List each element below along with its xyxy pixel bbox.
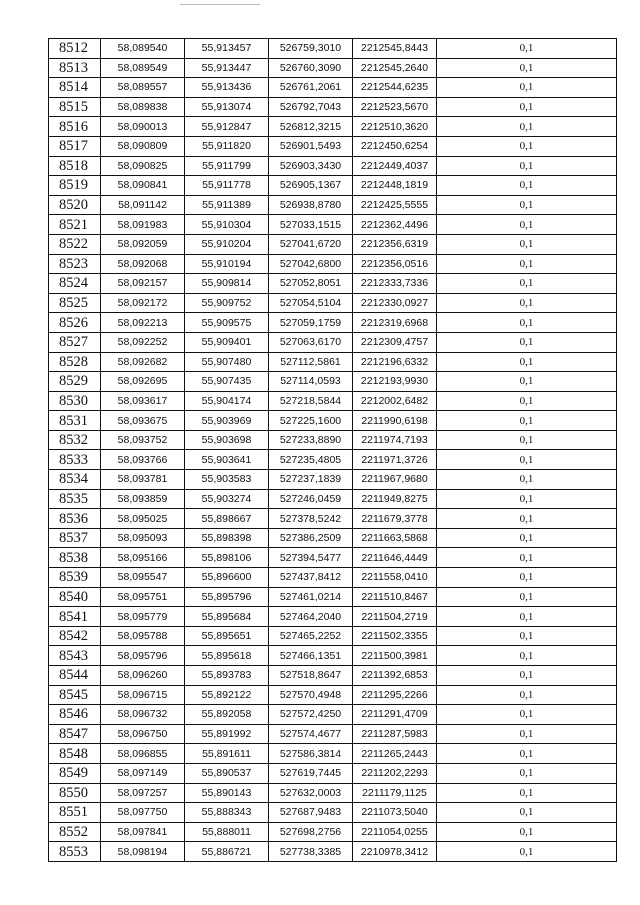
accuracy-cell: 0,1 [437, 332, 617, 352]
latitude-cell: 58,091983 [101, 215, 185, 235]
y-coordinate-cell: 2211392,6853 [353, 666, 437, 686]
x-coordinate-cell: 527386,2509 [269, 528, 353, 548]
y-coordinate-cell: 2211510,8467 [353, 587, 437, 607]
table-row [49, 254, 617, 274]
accuracy-cell: 0,1 [437, 274, 617, 294]
x-coordinate-cell: 527518,8647 [269, 666, 353, 686]
y-coordinate-cell: 2211287,5983 [353, 724, 437, 744]
x-coordinate-cell: 527054,5104 [269, 293, 353, 313]
longitude-cell: 55,886721 [185, 842, 269, 862]
x-coordinate-cell: 527586,3814 [269, 744, 353, 764]
longitude-cell: 55,903583 [185, 470, 269, 490]
longitude-cell: 55,890143 [185, 783, 269, 803]
accuracy-cell: 0,1 [437, 568, 617, 588]
accuracy-cell: 0,1 [437, 411, 617, 431]
point-number-cell: 8512 [49, 39, 101, 59]
accuracy-cell: 0,1 [437, 607, 617, 627]
table-row [49, 685, 617, 705]
accuracy-cell: 0,1 [437, 528, 617, 548]
point-number-cell: 8525 [49, 293, 101, 313]
table-row [49, 822, 617, 842]
x-coordinate-cell: 527465,2252 [269, 626, 353, 646]
x-coordinate-cell: 527246,0459 [269, 489, 353, 509]
y-coordinate-cell: 2211502,3355 [353, 626, 437, 646]
point-number-cell: 8547 [49, 724, 101, 744]
table-row [49, 744, 617, 764]
latitude-cell: 58,095166 [101, 548, 185, 568]
table-row [49, 195, 617, 215]
longitude-cell: 55,910194 [185, 254, 269, 274]
x-coordinate-cell: 527218,5844 [269, 391, 353, 411]
point-number-cell: 8542 [49, 626, 101, 646]
y-coordinate-cell: 2211202,2293 [353, 763, 437, 783]
accuracy-cell: 0,1 [437, 685, 617, 705]
accuracy-cell: 0,1 [437, 195, 617, 215]
longitude-cell: 55,898398 [185, 528, 269, 548]
accuracy-cell: 0,1 [437, 313, 617, 333]
y-coordinate-cell: 2211291,4709 [353, 705, 437, 725]
accuracy-cell: 0,1 [437, 391, 617, 411]
table-row [49, 528, 617, 548]
table-row [49, 39, 617, 59]
y-coordinate-cell: 2212002,6482 [353, 391, 437, 411]
latitude-cell: 58,093781 [101, 470, 185, 490]
longitude-cell: 55,910204 [185, 234, 269, 254]
latitude-cell: 58,090013 [101, 117, 185, 137]
table-row [49, 646, 617, 666]
accuracy-cell: 0,1 [437, 254, 617, 274]
latitude-cell: 58,097149 [101, 763, 185, 783]
point-number-cell: 8516 [49, 117, 101, 137]
point-number-cell: 8541 [49, 607, 101, 627]
x-coordinate-cell: 526759,3010 [269, 39, 353, 59]
table-row [49, 156, 617, 176]
longitude-cell: 55,909401 [185, 332, 269, 352]
longitude-cell: 55,895618 [185, 646, 269, 666]
latitude-cell: 58,093859 [101, 489, 185, 509]
accuracy-cell: 0,1 [437, 509, 617, 529]
coordinates-table-body [49, 39, 617, 862]
latitude-cell: 58,096732 [101, 705, 185, 725]
accuracy-cell: 0,1 [437, 156, 617, 176]
latitude-cell: 58,095547 [101, 568, 185, 588]
table-row [49, 803, 617, 823]
longitude-cell: 55,903274 [185, 489, 269, 509]
x-coordinate-cell: 527114,0593 [269, 372, 353, 392]
table-row [49, 568, 617, 588]
table-row [49, 411, 617, 431]
table-row [49, 724, 617, 744]
x-coordinate-cell: 527235,4805 [269, 450, 353, 470]
table-row [49, 391, 617, 411]
longitude-cell: 55,895651 [185, 626, 269, 646]
accuracy-cell: 0,1 [437, 763, 617, 783]
x-coordinate-cell: 527378,5242 [269, 509, 353, 529]
longitude-cell: 55,913436 [185, 78, 269, 98]
point-number-cell: 8552 [49, 822, 101, 842]
table-row [49, 313, 617, 333]
point-number-cell: 8527 [49, 332, 101, 352]
scan-edge-line [180, 4, 260, 5]
latitude-cell: 58,092157 [101, 274, 185, 294]
point-number-cell: 8548 [49, 744, 101, 764]
latitude-cell: 58,098194 [101, 842, 185, 862]
longitude-cell: 55,910304 [185, 215, 269, 235]
y-coordinate-cell: 2211663,5868 [353, 528, 437, 548]
x-coordinate-cell: 526901,5493 [269, 136, 353, 156]
x-coordinate-cell: 527738,3385 [269, 842, 353, 862]
table-row [49, 705, 617, 725]
table-row [49, 117, 617, 137]
x-coordinate-cell: 527233,8890 [269, 430, 353, 450]
y-coordinate-cell: 2211971,3726 [353, 450, 437, 470]
table-row [49, 842, 617, 862]
table-row [49, 450, 617, 470]
point-number-cell: 8513 [49, 58, 101, 78]
accuracy-cell: 0,1 [437, 548, 617, 568]
point-number-cell: 8532 [49, 430, 101, 450]
latitude-cell: 58,089838 [101, 97, 185, 117]
point-number-cell: 8553 [49, 842, 101, 862]
accuracy-cell: 0,1 [437, 724, 617, 744]
y-coordinate-cell: 2212330,0927 [353, 293, 437, 313]
latitude-cell: 58,089549 [101, 58, 185, 78]
accuracy-cell: 0,1 [437, 78, 617, 98]
point-number-cell: 8523 [49, 254, 101, 274]
latitude-cell: 58,090809 [101, 136, 185, 156]
x-coordinate-cell: 526905,1367 [269, 176, 353, 196]
y-coordinate-cell: 2212333,7336 [353, 274, 437, 294]
table-row [49, 489, 617, 509]
accuracy-cell: 0,1 [437, 705, 617, 725]
point-number-cell: 8522 [49, 234, 101, 254]
y-coordinate-cell: 2211646,4449 [353, 548, 437, 568]
longitude-cell: 55,892122 [185, 685, 269, 705]
latitude-cell: 58,092059 [101, 234, 185, 254]
latitude-cell: 58,092172 [101, 293, 185, 313]
longitude-cell: 55,904174 [185, 391, 269, 411]
y-coordinate-cell: 2211179,1125 [353, 783, 437, 803]
x-coordinate-cell: 527570,4948 [269, 685, 353, 705]
accuracy-cell: 0,1 [437, 372, 617, 392]
point-number-cell: 8526 [49, 313, 101, 333]
x-coordinate-cell: 527225,1600 [269, 411, 353, 431]
table-row [49, 332, 617, 352]
table-row [49, 136, 617, 156]
point-number-cell: 8534 [49, 470, 101, 490]
point-number-cell: 8546 [49, 705, 101, 725]
table-row [49, 470, 617, 490]
longitude-cell: 55,911778 [185, 176, 269, 196]
latitude-cell: 58,095025 [101, 509, 185, 529]
point-number-cell: 8544 [49, 666, 101, 686]
y-coordinate-cell: 2211558,0410 [353, 568, 437, 588]
table-row [49, 587, 617, 607]
accuracy-cell: 0,1 [437, 450, 617, 470]
table-row [49, 783, 617, 803]
table-row [49, 430, 617, 450]
longitude-cell: 55,903641 [185, 450, 269, 470]
x-coordinate-cell: 527041,6720 [269, 234, 353, 254]
x-coordinate-cell: 526792,7043 [269, 97, 353, 117]
point-number-cell: 8533 [49, 450, 101, 470]
longitude-cell: 55,888011 [185, 822, 269, 842]
y-coordinate-cell: 2211974,7193 [353, 430, 437, 450]
y-coordinate-cell: 2212523,5670 [353, 97, 437, 117]
table-row [49, 58, 617, 78]
x-coordinate-cell: 527619,7445 [269, 763, 353, 783]
point-number-cell: 8543 [49, 646, 101, 666]
accuracy-cell: 0,1 [437, 234, 617, 254]
table-row [49, 215, 617, 235]
accuracy-cell: 0,1 [437, 58, 617, 78]
accuracy-cell: 0,1 [437, 215, 617, 235]
point-number-cell: 8540 [49, 587, 101, 607]
x-coordinate-cell: 527042,6800 [269, 254, 353, 274]
accuracy-cell: 0,1 [437, 97, 617, 117]
point-number-cell: 8550 [49, 783, 101, 803]
y-coordinate-cell: 2211967,9680 [353, 470, 437, 490]
longitude-cell: 55,903698 [185, 430, 269, 450]
y-coordinate-cell: 2212356,6319 [353, 234, 437, 254]
accuracy-cell: 0,1 [437, 842, 617, 862]
point-number-cell: 8536 [49, 509, 101, 529]
point-number-cell: 8515 [49, 97, 101, 117]
longitude-cell: 55,903969 [185, 411, 269, 431]
longitude-cell: 55,895684 [185, 607, 269, 627]
point-number-cell: 8524 [49, 274, 101, 294]
longitude-cell: 55,888343 [185, 803, 269, 823]
y-coordinate-cell: 2210978,3412 [353, 842, 437, 862]
table-row [49, 176, 617, 196]
point-number-cell: 8549 [49, 763, 101, 783]
longitude-cell: 55,911799 [185, 156, 269, 176]
latitude-cell: 58,091142 [101, 195, 185, 215]
y-coordinate-cell: 2212544,6235 [353, 78, 437, 98]
point-number-cell: 8535 [49, 489, 101, 509]
x-coordinate-cell: 526938,8780 [269, 195, 353, 215]
latitude-cell: 58,095093 [101, 528, 185, 548]
y-coordinate-cell: 2211295,2266 [353, 685, 437, 705]
y-coordinate-cell: 2212362,4496 [353, 215, 437, 235]
table-row [49, 234, 617, 254]
point-number-cell: 8521 [49, 215, 101, 235]
y-coordinate-cell: 2212319,6968 [353, 313, 437, 333]
x-coordinate-cell: 526760,3090 [269, 58, 353, 78]
x-coordinate-cell: 527052,8051 [269, 274, 353, 294]
point-number-cell: 8529 [49, 372, 101, 392]
latitude-cell: 58,095779 [101, 607, 185, 627]
x-coordinate-cell: 527112,5861 [269, 352, 353, 372]
latitude-cell: 58,096750 [101, 724, 185, 744]
point-number-cell: 8531 [49, 411, 101, 431]
y-coordinate-cell: 2211073,5040 [353, 803, 437, 823]
longitude-cell: 55,898667 [185, 509, 269, 529]
point-number-cell: 8545 [49, 685, 101, 705]
x-coordinate-cell: 527572,4250 [269, 705, 353, 725]
y-coordinate-cell: 2212510,3620 [353, 117, 437, 137]
y-coordinate-cell: 2211679,3778 [353, 509, 437, 529]
longitude-cell: 55,896600 [185, 568, 269, 588]
x-coordinate-cell: 527437,8412 [269, 568, 353, 588]
y-coordinate-cell: 2212309,4757 [353, 332, 437, 352]
x-coordinate-cell: 526812,3215 [269, 117, 353, 137]
x-coordinate-cell: 527063,6170 [269, 332, 353, 352]
accuracy-cell: 0,1 [437, 783, 617, 803]
latitude-cell: 58,097257 [101, 783, 185, 803]
accuracy-cell: 0,1 [437, 39, 617, 59]
longitude-cell: 55,913074 [185, 97, 269, 117]
latitude-cell: 58,095788 [101, 626, 185, 646]
latitude-cell: 58,090825 [101, 156, 185, 176]
point-number-cell: 8528 [49, 352, 101, 372]
y-coordinate-cell: 2212450,6254 [353, 136, 437, 156]
latitude-cell: 58,093766 [101, 450, 185, 470]
x-coordinate-cell: 526903,3430 [269, 156, 353, 176]
longitude-cell: 55,907435 [185, 372, 269, 392]
accuracy-cell: 0,1 [437, 293, 617, 313]
latitude-cell: 58,095751 [101, 587, 185, 607]
table-row [49, 372, 617, 392]
y-coordinate-cell: 2211990,6198 [353, 411, 437, 431]
accuracy-cell: 0,1 [437, 587, 617, 607]
longitude-cell: 55,891611 [185, 744, 269, 764]
latitude-cell: 58,093617 [101, 391, 185, 411]
y-coordinate-cell: 2211949,8275 [353, 489, 437, 509]
latitude-cell: 58,096715 [101, 685, 185, 705]
point-number-cell: 8514 [49, 78, 101, 98]
accuracy-cell: 0,1 [437, 176, 617, 196]
accuracy-cell: 0,1 [437, 626, 617, 646]
longitude-cell: 55,913457 [185, 39, 269, 59]
longitude-cell: 55,898106 [185, 548, 269, 568]
table-row [49, 626, 617, 646]
x-coordinate-cell: 526761,2061 [269, 78, 353, 98]
table-row [49, 274, 617, 294]
y-coordinate-cell: 2212545,8443 [353, 39, 437, 59]
latitude-cell: 58,092068 [101, 254, 185, 274]
longitude-cell: 55,909752 [185, 293, 269, 313]
x-coordinate-cell: 527033,1515 [269, 215, 353, 235]
accuracy-cell: 0,1 [437, 646, 617, 666]
accuracy-cell: 0,1 [437, 489, 617, 509]
x-coordinate-cell: 527461,0214 [269, 587, 353, 607]
longitude-cell: 55,893783 [185, 666, 269, 686]
y-coordinate-cell: 2212425,5555 [353, 195, 437, 215]
point-number-cell: 8538 [49, 548, 101, 568]
point-number-cell: 8520 [49, 195, 101, 215]
latitude-cell: 58,096260 [101, 666, 185, 686]
longitude-cell: 55,911389 [185, 195, 269, 215]
longitude-cell: 55,892058 [185, 705, 269, 725]
latitude-cell: 58,097750 [101, 803, 185, 823]
longitude-cell: 55,913447 [185, 58, 269, 78]
latitude-cell: 58,097841 [101, 822, 185, 842]
point-number-cell: 8551 [49, 803, 101, 823]
table-row [49, 548, 617, 568]
latitude-cell: 58,092695 [101, 372, 185, 392]
accuracy-cell: 0,1 [437, 352, 617, 372]
latitude-cell: 58,092213 [101, 313, 185, 333]
latitude-cell: 58,092252 [101, 332, 185, 352]
accuracy-cell: 0,1 [437, 666, 617, 686]
y-coordinate-cell: 2211504,2719 [353, 607, 437, 627]
y-coordinate-cell: 2211054,0255 [353, 822, 437, 842]
table-row [49, 509, 617, 529]
y-coordinate-cell: 2212356,0516 [353, 254, 437, 274]
y-coordinate-cell: 2212449,4037 [353, 156, 437, 176]
latitude-cell: 58,092682 [101, 352, 185, 372]
y-coordinate-cell: 2211500,3981 [353, 646, 437, 666]
latitude-cell: 58,089540 [101, 39, 185, 59]
longitude-cell: 55,891992 [185, 724, 269, 744]
latitude-cell: 58,089557 [101, 78, 185, 98]
point-number-cell: 8537 [49, 528, 101, 548]
latitude-cell: 58,095796 [101, 646, 185, 666]
latitude-cell: 58,093675 [101, 411, 185, 431]
table-row [49, 78, 617, 98]
coordinates-table [48, 38, 617, 862]
accuracy-cell: 0,1 [437, 430, 617, 450]
longitude-cell: 55,895796 [185, 587, 269, 607]
x-coordinate-cell: 527466,1351 [269, 646, 353, 666]
longitude-cell: 55,907480 [185, 352, 269, 372]
accuracy-cell: 0,1 [437, 470, 617, 490]
table-row [49, 607, 617, 627]
x-coordinate-cell: 527574,4677 [269, 724, 353, 744]
x-coordinate-cell: 527237,1839 [269, 470, 353, 490]
table-row [49, 97, 617, 117]
point-number-cell: 8539 [49, 568, 101, 588]
point-number-cell: 8519 [49, 176, 101, 196]
y-coordinate-cell: 2211265,2443 [353, 744, 437, 764]
x-coordinate-cell: 527687,9483 [269, 803, 353, 823]
accuracy-cell: 0,1 [437, 117, 617, 137]
table-row [49, 763, 617, 783]
accuracy-cell: 0,1 [437, 803, 617, 823]
longitude-cell: 55,912847 [185, 117, 269, 137]
accuracy-cell: 0,1 [437, 744, 617, 764]
point-number-cell: 8517 [49, 136, 101, 156]
y-coordinate-cell: 2212196,6332 [353, 352, 437, 372]
longitude-cell: 55,909814 [185, 274, 269, 294]
point-number-cell: 8518 [49, 156, 101, 176]
table-row [49, 352, 617, 372]
x-coordinate-cell: 527698,2756 [269, 822, 353, 842]
y-coordinate-cell: 2212448,1819 [353, 176, 437, 196]
y-coordinate-cell: 2212545,2640 [353, 58, 437, 78]
x-coordinate-cell: 527394,5477 [269, 548, 353, 568]
latitude-cell: 58,090841 [101, 176, 185, 196]
table-row [49, 293, 617, 313]
longitude-cell: 55,909575 [185, 313, 269, 333]
x-coordinate-cell: 527632,0003 [269, 783, 353, 803]
accuracy-cell: 0,1 [437, 136, 617, 156]
accuracy-cell: 0,1 [437, 822, 617, 842]
x-coordinate-cell: 527464,2040 [269, 607, 353, 627]
x-coordinate-cell: 527059,1759 [269, 313, 353, 333]
latitude-cell: 58,096855 [101, 744, 185, 764]
table-row [49, 666, 617, 686]
longitude-cell: 55,890537 [185, 763, 269, 783]
longitude-cell: 55,911820 [185, 136, 269, 156]
latitude-cell: 58,093752 [101, 430, 185, 450]
y-coordinate-cell: 2212193,9930 [353, 372, 437, 392]
point-number-cell: 8530 [49, 391, 101, 411]
